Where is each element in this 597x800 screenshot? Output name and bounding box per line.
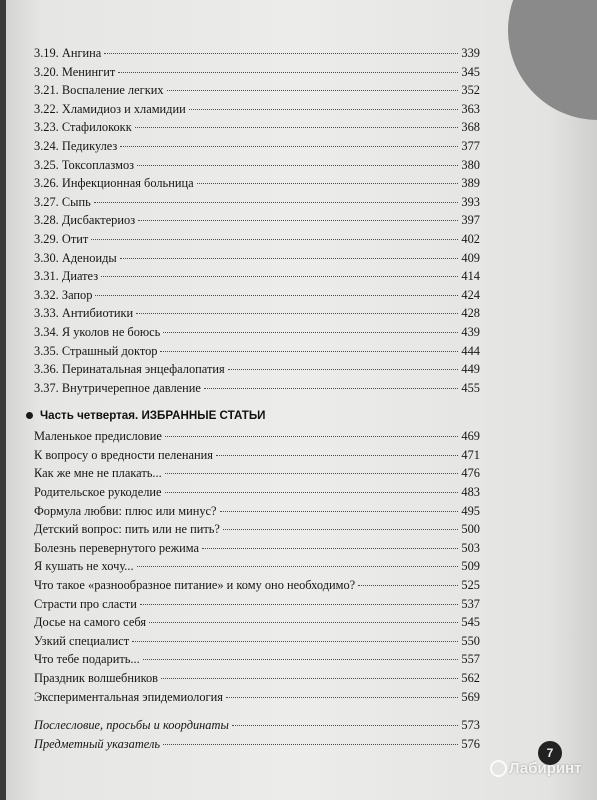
toc-entry-title: Что тебе подарить... — [34, 652, 140, 667]
part4-heading-row — [26, 406, 480, 424]
toc-entry-title: Досье на самого себя — [34, 615, 147, 630]
part4-heading: Часть четвертая. ИЗБРАННЫЕ СТАТЬИ — [40, 408, 266, 422]
toc-entry-title: Праздник волшебников — [34, 671, 159, 685]
toc-entry-title: 3.34. Я уколов не боюсь — [34, 324, 161, 339]
toc-entry-page: 389 — [461, 176, 480, 191]
toc-entry-page: 509 — [461, 559, 480, 574]
toc-entry-title: Экспериментальная эпидемиология — [34, 689, 223, 704]
toc-entry — [34, 230, 480, 249]
dot-leader — [163, 332, 458, 333]
toc-entry — [34, 44, 480, 63]
toc-entry-title: 3.21. Воспаление легких — [34, 83, 164, 98]
dot-leader — [189, 109, 459, 110]
toc-entry-title: 3.25. Токсоплазмоз — [34, 157, 135, 172]
dot-leader — [135, 127, 459, 128]
toc-entry — [34, 446, 480, 465]
dot-leader — [232, 725, 459, 726]
toc-entry-title: 3.29. Отит — [34, 231, 89, 246]
toc-entry-title: Маленькое предисловие — [34, 429, 162, 444]
toc-entry-title: 3.31. Диатез — [34, 269, 99, 284]
toc-entry-title: Родительское рукоделие — [34, 485, 162, 500]
toc-entry-title: Предметный указатель — [34, 736, 161, 751]
toc-entry-page: 576 — [461, 736, 480, 751]
toc-entry-title: Детский вопрос: пить или не пить? — [34, 522, 220, 537]
toc-entry-title: 3.26. Инфекционная больница — [34, 176, 194, 191]
toc-entry-title: 3.30. Аденоиды — [34, 250, 117, 265]
dot-leader — [140, 604, 459, 605]
dot-leader — [137, 165, 458, 166]
table-of-contents — [34, 44, 480, 753]
toc-entry-title: Я кушать не хочу... — [34, 559, 134, 574]
dot-leader — [120, 146, 458, 147]
toc-entry-title: Болезнь перевернутого режима — [34, 540, 200, 555]
page-number-badge: 7 — [538, 741, 562, 765]
dot-leader — [95, 295, 458, 296]
toc-entry-page: 439 — [461, 324, 480, 339]
toc-entry — [34, 427, 480, 446]
watermark-text: Лабиринт — [509, 760, 582, 777]
corner-decoration — [508, 0, 597, 120]
toc-entry — [34, 735, 480, 754]
toc-entry — [34, 360, 480, 379]
toc-entry-title: 3.19. Ангина — [34, 46, 102, 60]
toc-entry-title: 3.32. Запор — [34, 287, 93, 302]
dot-leader — [91, 239, 458, 240]
toc-entry-page: 500 — [461, 522, 480, 537]
dot-leader — [228, 369, 459, 370]
bullet-icon — [26, 412, 33, 419]
toc-entry — [34, 81, 480, 100]
toc-entry-title: 3.23. Стафилококк — [34, 120, 132, 135]
toc-entry — [34, 118, 480, 137]
dot-leader — [204, 388, 458, 389]
toc-entry-page: 550 — [461, 633, 480, 648]
toc-entry-page: 424 — [461, 287, 480, 302]
dot-leader — [358, 585, 458, 586]
toc-entry — [34, 100, 480, 119]
end-list — [34, 716, 480, 753]
toc-entry-title: Узкий специалист — [34, 633, 130, 648]
dot-leader — [149, 622, 458, 623]
toc-entry-page: 562 — [461, 671, 480, 685]
dot-leader — [94, 202, 459, 203]
toc-entry-page: 444 — [461, 343, 480, 358]
toc-entry-page: 469 — [461, 429, 480, 444]
toc-entry-page: 503 — [461, 540, 480, 555]
dot-leader — [202, 548, 458, 549]
dot-leader — [138, 220, 458, 221]
dot-leader — [120, 258, 459, 259]
toc-entry-title: 3.24. Педикулез — [34, 138, 118, 153]
toc-entry — [34, 632, 480, 651]
dot-leader — [216, 455, 458, 456]
toc-entry — [34, 323, 480, 342]
chapter3-list — [34, 44, 480, 397]
toc-entry-page: 363 — [461, 101, 480, 116]
toc-entry-page: 368 — [461, 120, 480, 135]
toc-entry-title: Как же мне не плакать... — [34, 466, 162, 481]
toc-entry — [34, 595, 480, 614]
toc-entry — [34, 156, 480, 175]
toc-entry-page: 414 — [461, 269, 480, 284]
dot-leader — [143, 659, 459, 660]
toc-entry-page: 409 — [461, 250, 480, 265]
toc-entry-page: 569 — [461, 689, 480, 704]
toc-entry-title: Страсти про сласти — [34, 596, 137, 611]
toc-entry-page: 495 — [461, 503, 480, 518]
dot-leader — [165, 473, 459, 474]
toc-entry-page: 471 — [461, 447, 480, 462]
dot-leader — [104, 53, 458, 54]
book-page — [6, 0, 597, 800]
toc-entry-title: Послесловие, просьбы и координаты — [34, 718, 229, 733]
toc-entry — [34, 669, 480, 688]
toc-entry — [34, 483, 480, 502]
dot-leader — [165, 492, 459, 493]
toc-entry-page: 483 — [461, 485, 480, 500]
toc-entry — [34, 688, 480, 707]
toc-entry-page: 380 — [461, 157, 480, 172]
dot-leader — [223, 529, 459, 530]
toc-entry — [34, 304, 480, 323]
toc-entry-title: 3.35. Страшный доктор — [34, 343, 158, 358]
toc-entry — [34, 557, 480, 576]
toc-entry-page: 525 — [461, 578, 480, 593]
dot-leader — [163, 744, 458, 745]
toc-entry-page: 557 — [461, 652, 480, 667]
toc-entry — [34, 379, 480, 398]
toc-entry-page: 352 — [461, 83, 480, 98]
toc-entry-page: 393 — [461, 194, 480, 209]
toc-entry — [34, 137, 480, 156]
dot-leader — [165, 436, 459, 437]
toc-entry-page: 449 — [461, 362, 480, 377]
dot-leader — [137, 566, 459, 567]
toc-entry — [34, 520, 480, 539]
toc-entry-page: 455 — [461, 380, 480, 395]
toc-entry-title: 3.20. Менингит — [34, 64, 116, 79]
toc-entry-page: 397 — [461, 213, 480, 228]
dot-leader — [226, 697, 458, 698]
toc-entry-title: Формула любви: плюс или минус? — [34, 503, 217, 518]
toc-entry — [34, 267, 480, 286]
toc-entry-title: 3.27. Сыпь — [34, 194, 91, 209]
toc-entry — [34, 249, 480, 268]
toc-entry-page: 545 — [461, 615, 480, 630]
toc-entry-page: 428 — [461, 306, 480, 321]
toc-entry — [34, 464, 480, 483]
toc-entry-page: 339 — [461, 46, 480, 60]
toc-entry — [34, 286, 480, 305]
toc-entry — [34, 174, 480, 193]
dot-leader — [132, 641, 458, 642]
dot-leader — [101, 276, 458, 277]
toc-entry — [34, 342, 480, 361]
toc-entry — [34, 576, 480, 595]
toc-entry-title: 3.33. Антибиотики — [34, 306, 134, 321]
toc-entry — [34, 539, 480, 558]
labyrinth-logo-icon — [490, 760, 507, 777]
toc-entry-title: 3.28. Дисбактериоз — [34, 213, 136, 228]
toc-entry-page: 573 — [461, 718, 480, 733]
toc-entry-page: 537 — [461, 596, 480, 611]
watermark — [490, 760, 582, 777]
dot-leader — [167, 90, 459, 91]
toc-entry — [34, 63, 480, 82]
part4-list — [34, 427, 480, 706]
toc-entry-page: 402 — [461, 231, 480, 246]
toc-entry — [34, 650, 480, 669]
toc-entry-title: 3.37. Внутричерепное давление — [34, 380, 201, 395]
toc-entry-title: К вопросу о вредности пеленания — [34, 447, 213, 462]
toc-entry-title: 3.22. Хламидиоз и хламидии — [34, 101, 186, 116]
dot-leader — [220, 511, 459, 512]
dot-leader — [118, 72, 458, 73]
toc-entry — [34, 613, 480, 632]
toc-entry — [34, 502, 480, 521]
toc-entry — [34, 211, 480, 230]
toc-entry-page: 345 — [461, 64, 480, 79]
dot-leader — [160, 351, 458, 352]
toc-entry-page: 377 — [461, 138, 480, 153]
toc-entry-title: Что такое «разнообразное питание» и кому оно необходимо? — [34, 578, 356, 593]
toc-entry — [34, 193, 480, 212]
toc-entry — [34, 716, 480, 735]
toc-entry-page: 476 — [461, 466, 480, 481]
dot-leader — [136, 313, 458, 314]
toc-entry-title: 3.36. Перинатальная энцефалопатия — [34, 362, 225, 377]
dot-leader — [161, 678, 458, 679]
dot-leader — [197, 183, 459, 184]
